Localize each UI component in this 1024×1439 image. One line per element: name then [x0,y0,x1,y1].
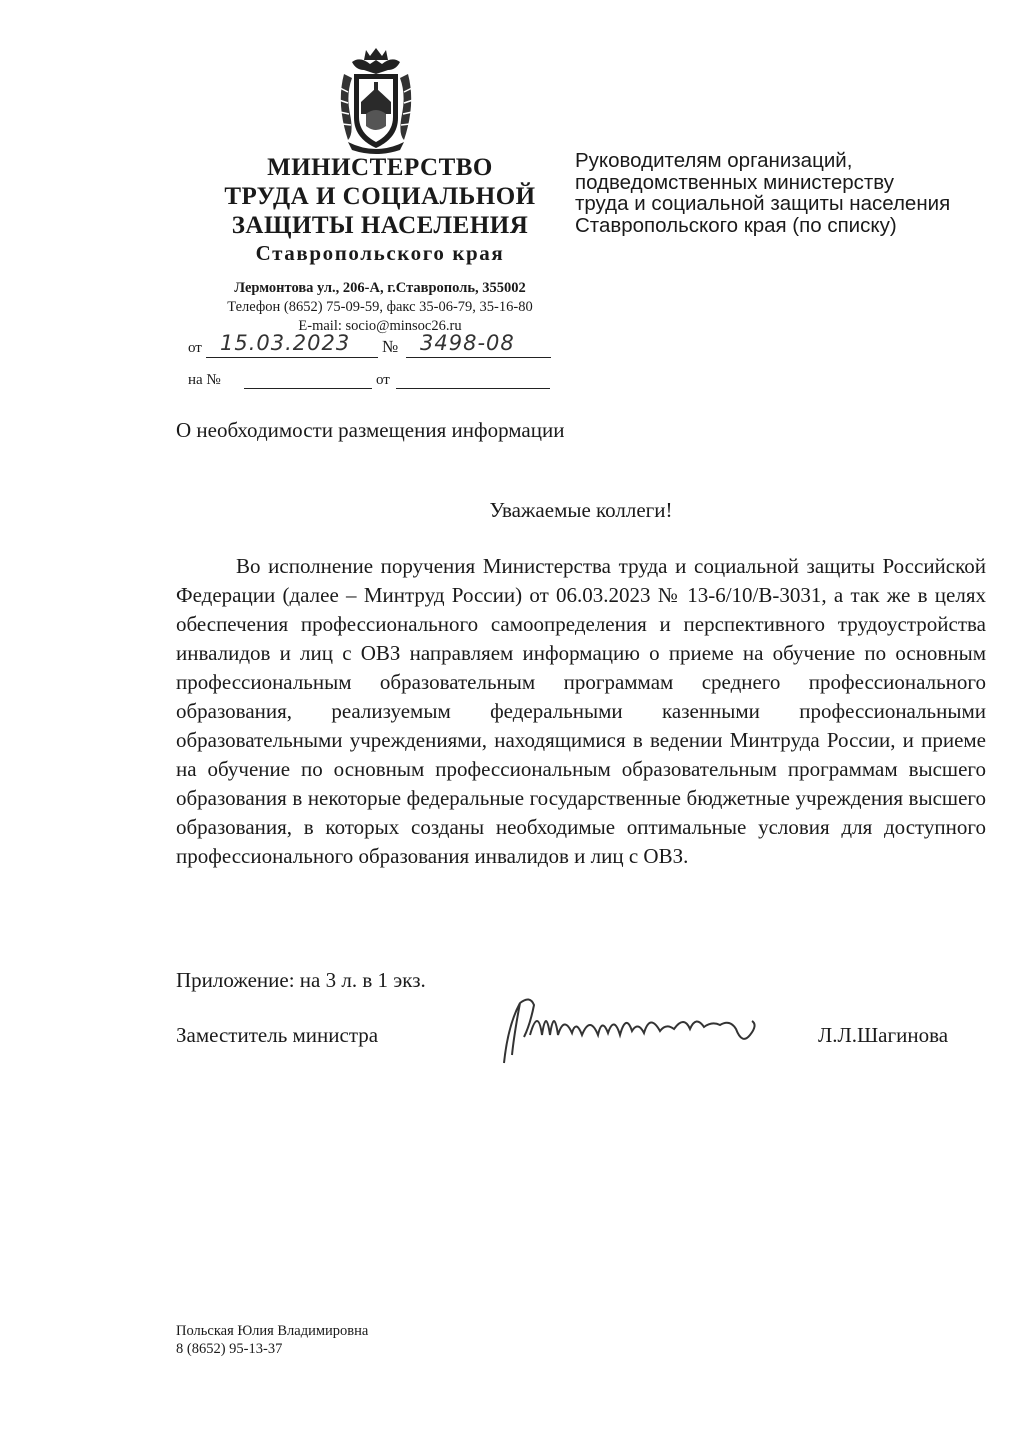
date-label: от [188,340,202,356]
addressee-line: труда и социальной защиты населения [575,192,951,215]
date-field [206,331,378,358]
attachment-note: Приложение: на 3 л. в 1 экз. [176,968,426,992]
reference-date-field [396,373,550,389]
ministry-title-line-3: ЗАЩИТЫ НАСЕЛЕНИЯ [231,212,529,239]
reference-number-field [244,373,372,389]
number-value: 3498-08 [420,331,515,355]
reference-label: на № [188,372,221,388]
addressee-line: Ставропольского края (по списку) [575,213,897,237]
reference-date-label: от [376,372,390,388]
ministry-region: Ставропольского края [255,241,505,265]
number-field [406,331,551,358]
ministry-phone: Телефон (8652) 75-09-59, факс 35-06-79, 35-16-80 [227,299,533,315]
ministry-title-line-1: МИНИСТЕРСТВО [267,154,493,181]
date-value: 15.03.2023 [220,331,351,355]
executor-phone: 8 (8652) 95-13-37 [176,1341,283,1357]
executor-name: Польская Юлия Владимировна [176,1323,369,1339]
number-label: № [382,337,399,356]
signer-name: Л.Л.Шагинова [818,1023,949,1047]
addressee-line: подведомственных министерству [575,170,894,194]
signer-position: Заместитель министра [176,1023,379,1047]
letter-greeting: Уважаемые коллеги! [489,498,673,522]
executor-block [176,1322,368,1358]
handwritten-signature-icon [490,985,770,1070]
ministry-title-line-2: ТРУДА И СОЦИАЛЬНОЙ [224,183,536,210]
addressee-block [575,150,995,236]
addressee-line: Руководителям организаций, [575,149,853,172]
ministry-email: E-mail: socio@minsoc26.ru [298,318,462,334]
letter-body: Во исполнение поручения Министерства труда и социальной защиты Российской Федерации (далее – Минтруд России) от 06.03.2023 № 13-6/10/В-3031, а так же в целях обеспечения профессионального самоопределения и перспективного трудоустройства инвалидов и лиц с ОВЗ направляем информацию о приеме на обучение по основным профессиональным образовательным программам среднего профессионального образования, реализуемым федеральными казенными профессиональными образовательными учреждениями, находящимися в ведении Минтруда России, и приеме на обучение по основным профессиональным образовательным программам высшего образования в некоторые федеральные государственные бюджетные учреждения высшего образования, в которых созданы необходимые оптимальные условия для доступного профессионального образования инвалидов и лиц с ОВЗ. [176,554,986,868]
coat-of-arms-icon [330,44,422,156]
ministry-address: Лермонтова ул., 206-А, г.Ставрополь, 355002 [234,280,526,296]
letter-subject: О необходимости размещения информации [176,418,565,442]
